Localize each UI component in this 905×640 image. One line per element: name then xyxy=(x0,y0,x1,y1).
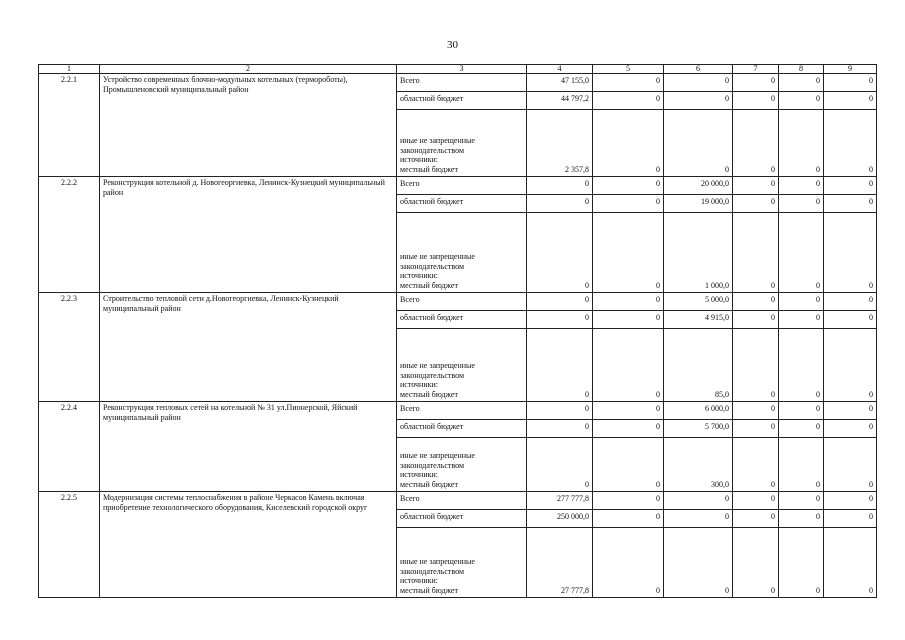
amount-cell: 0 xyxy=(824,420,877,438)
project-name: Строительство тепловой сети д.Новогеоргиевка, Ленинск-Кузнецкий муниципальный район xyxy=(100,293,397,402)
amount-cell: 0 xyxy=(824,438,877,492)
funding-source: областной бюджет xyxy=(397,311,527,329)
amount-cell: 0 xyxy=(733,92,779,110)
table-row xyxy=(39,177,877,195)
amount-cell: 0 xyxy=(527,177,593,195)
amount-cell: 0 xyxy=(824,177,877,195)
funding-source xyxy=(397,329,527,402)
funding-source-line: законодательством xyxy=(400,145,465,155)
amount-cell: 0 xyxy=(733,329,779,402)
funding-source: областной бюджет xyxy=(397,510,527,528)
funding-source-line: иные не запрещенные xyxy=(400,136,475,145)
project-code: 2.2.4 xyxy=(39,402,100,492)
amount-cell: 0 xyxy=(593,110,664,177)
table-row xyxy=(39,293,877,311)
funding-source: Всего xyxy=(397,293,527,311)
amount-cell: 0 xyxy=(593,177,664,195)
amount-cell: 250 000,0 xyxy=(527,510,593,528)
amount-cell: 0 xyxy=(779,177,824,195)
project-name: Реконструкция котельной д. Новогеоргиевка, Ленинск-Кузнецкий муниципальный район xyxy=(100,177,397,293)
amount-cell: 277 777,8 xyxy=(527,492,593,510)
column-number: 5 xyxy=(593,65,664,74)
funding-source-line: источники: xyxy=(400,271,438,280)
amount-cell: 0 xyxy=(664,510,733,528)
funding-source-line: местный бюджет xyxy=(400,585,458,595)
amount-cell: 0 xyxy=(733,510,779,528)
amount-cell: 0 xyxy=(824,311,877,329)
table-row xyxy=(39,402,877,420)
funding-source-line: иные не запрещенные xyxy=(400,557,475,566)
amount-cell: 0 xyxy=(779,110,824,177)
column-number: 6 xyxy=(664,65,733,74)
amount-cell: 0 xyxy=(779,311,824,329)
funding-source-line: иные не запрещенные xyxy=(400,252,475,261)
table-row xyxy=(39,74,877,92)
amount-cell: 0 xyxy=(593,311,664,329)
amount-cell: 0 xyxy=(779,438,824,492)
amount-cell: 0 xyxy=(824,74,877,92)
amount-cell: 0 xyxy=(664,110,733,177)
funding-source: Всего xyxy=(397,492,527,510)
amount-cell: 0 xyxy=(824,510,877,528)
amount-cell: 19 000,0 xyxy=(664,195,733,213)
funding-source-line: местный бюджет xyxy=(400,389,458,399)
funding-source: Всего xyxy=(397,402,527,420)
column-number: 2 xyxy=(100,65,397,74)
amount-cell: 0 xyxy=(733,528,779,598)
amount-cell: 0 xyxy=(733,195,779,213)
amount-cell: 0 xyxy=(824,329,877,402)
amount-cell: 0 xyxy=(593,74,664,92)
amount-cell: 0 xyxy=(779,402,824,420)
funding-source-line: законодательством xyxy=(400,370,465,380)
funding-source-line: законодательством xyxy=(400,261,465,271)
amount-cell: 0 xyxy=(593,213,664,293)
amount-cell: 0 xyxy=(779,492,824,510)
project-code: 2.2.2 xyxy=(39,177,100,293)
funding-source: Всего xyxy=(397,74,527,92)
amount-cell: 0 xyxy=(527,293,593,311)
amount-cell: 0 xyxy=(779,293,824,311)
funding-source-line: источники: xyxy=(400,155,438,164)
funding-source-line: местный бюджет xyxy=(400,164,458,174)
amount-cell: 0 xyxy=(593,402,664,420)
funding-source-line: местный бюджет xyxy=(400,280,458,290)
column-number: 3 xyxy=(397,65,527,74)
amount-cell: 0 xyxy=(824,492,877,510)
amount-cell: 0 xyxy=(664,74,733,92)
amount-cell: 0 xyxy=(664,528,733,598)
amount-cell: 0 xyxy=(527,195,593,213)
amount-cell: 300,0 xyxy=(664,438,733,492)
amount-cell: 27 777,8 xyxy=(527,528,593,598)
amount-cell: 0 xyxy=(779,195,824,213)
funding-source-line: законодательством xyxy=(400,566,465,576)
amount-cell: 1 000,0 xyxy=(664,213,733,293)
amount-cell: 0 xyxy=(779,74,824,92)
amount-cell: 0 xyxy=(733,177,779,195)
page-number: 30 xyxy=(447,39,458,51)
funding-source-line: законодательством xyxy=(400,460,465,470)
amount-cell: 0 xyxy=(733,110,779,177)
amount-cell: 0 xyxy=(733,293,779,311)
amount-cell: 20 000,0 xyxy=(664,177,733,195)
amount-cell: 0 xyxy=(733,74,779,92)
amount-cell: 0 xyxy=(824,402,877,420)
project-name: Устройство современных блочно-модульных котельных (термороботы), Промышленовский муниципальный район xyxy=(100,74,397,177)
amount-cell: 0 xyxy=(527,438,593,492)
project-name: Модернизация системы теплоснабжения в районе Черкасов Камень включая приобретение технологического оборудования, Киселевский городской округ xyxy=(100,492,397,598)
amount-cell: 0 xyxy=(593,528,664,598)
project-code: 2.2.1 xyxy=(39,74,100,177)
column-number: 1 xyxy=(39,65,100,74)
amount-cell: 0 xyxy=(664,492,733,510)
project-code: 2.2.5 xyxy=(39,492,100,598)
amount-cell: 0 xyxy=(824,213,877,293)
funding-source xyxy=(397,213,527,293)
funding-source: Всего xyxy=(397,177,527,195)
funding-source-line: источники: xyxy=(400,470,438,479)
amount-cell: 0 xyxy=(593,420,664,438)
amount-cell: 0 xyxy=(527,402,593,420)
column-number: 7 xyxy=(733,65,779,74)
budget-table xyxy=(38,64,877,598)
amount-cell: 0 xyxy=(527,213,593,293)
funding-source xyxy=(397,110,527,177)
amount-cell: 0 xyxy=(593,492,664,510)
amount-cell: 2 357,8 xyxy=(527,110,593,177)
amount-cell: 0 xyxy=(824,528,877,598)
amount-cell: 0 xyxy=(593,195,664,213)
column-number: 8 xyxy=(779,65,824,74)
amount-cell: 44 797,2 xyxy=(527,92,593,110)
amount-cell: 0 xyxy=(733,213,779,293)
amount-cell: 0 xyxy=(733,438,779,492)
amount-cell: 0 xyxy=(593,329,664,402)
amount-cell: 5 700,0 xyxy=(664,420,733,438)
amount-cell: 0 xyxy=(779,528,824,598)
funding-source-line: источники: xyxy=(400,380,438,389)
amount-cell: 0 xyxy=(824,293,877,311)
funding-source: областной бюджет xyxy=(397,92,527,110)
amount-cell: 4 915,0 xyxy=(664,311,733,329)
table-row xyxy=(39,492,877,510)
amount-cell: 0 xyxy=(593,438,664,492)
amount-cell: 0 xyxy=(824,92,877,110)
amount-cell: 0 xyxy=(733,492,779,510)
funding-source-line: иные не запрещенные xyxy=(400,451,475,460)
funding-source: областной бюджет xyxy=(397,195,527,213)
amount-cell: 0 xyxy=(779,329,824,402)
funding-source-line: источники: xyxy=(400,576,438,585)
amount-cell: 0 xyxy=(824,110,877,177)
amount-cell: 0 xyxy=(593,92,664,110)
amount-cell: 5 000,0 xyxy=(664,293,733,311)
column-number: 4 xyxy=(527,65,593,74)
amount-cell: 0 xyxy=(779,213,824,293)
amount-cell: 0 xyxy=(593,293,664,311)
funding-source-line: местный бюджет xyxy=(400,479,458,489)
amount-cell: 0 xyxy=(733,420,779,438)
amount-cell: 0 xyxy=(593,510,664,528)
column-number: 9 xyxy=(824,65,877,74)
project-code: 2.2.3 xyxy=(39,293,100,402)
amount-cell: 0 xyxy=(779,420,824,438)
column-number-row xyxy=(39,65,877,74)
amount-cell: 0 xyxy=(779,92,824,110)
amount-cell: 0 xyxy=(824,195,877,213)
amount-cell: 0 xyxy=(527,311,593,329)
amount-cell: 0 xyxy=(779,510,824,528)
amount-cell: 0 xyxy=(664,92,733,110)
funding-source xyxy=(397,528,527,598)
amount-cell: 47 155,0 xyxy=(527,74,593,92)
funding-source xyxy=(397,438,527,492)
amount-cell: 0 xyxy=(527,329,593,402)
amount-cell: 0 xyxy=(733,311,779,329)
funding-source-line: иные не запрещенные xyxy=(400,361,475,370)
amount-cell: 0 xyxy=(527,420,593,438)
project-name: Реконструкция тепловых сетей на котельной № 31 ул.Пионерской, Яйский муниципальный район xyxy=(100,402,397,492)
amount-cell: 85,0 xyxy=(664,329,733,402)
amount-cell: 6 000,0 xyxy=(664,402,733,420)
funding-source: областной бюджет xyxy=(397,420,527,438)
amount-cell: 0 xyxy=(733,402,779,420)
